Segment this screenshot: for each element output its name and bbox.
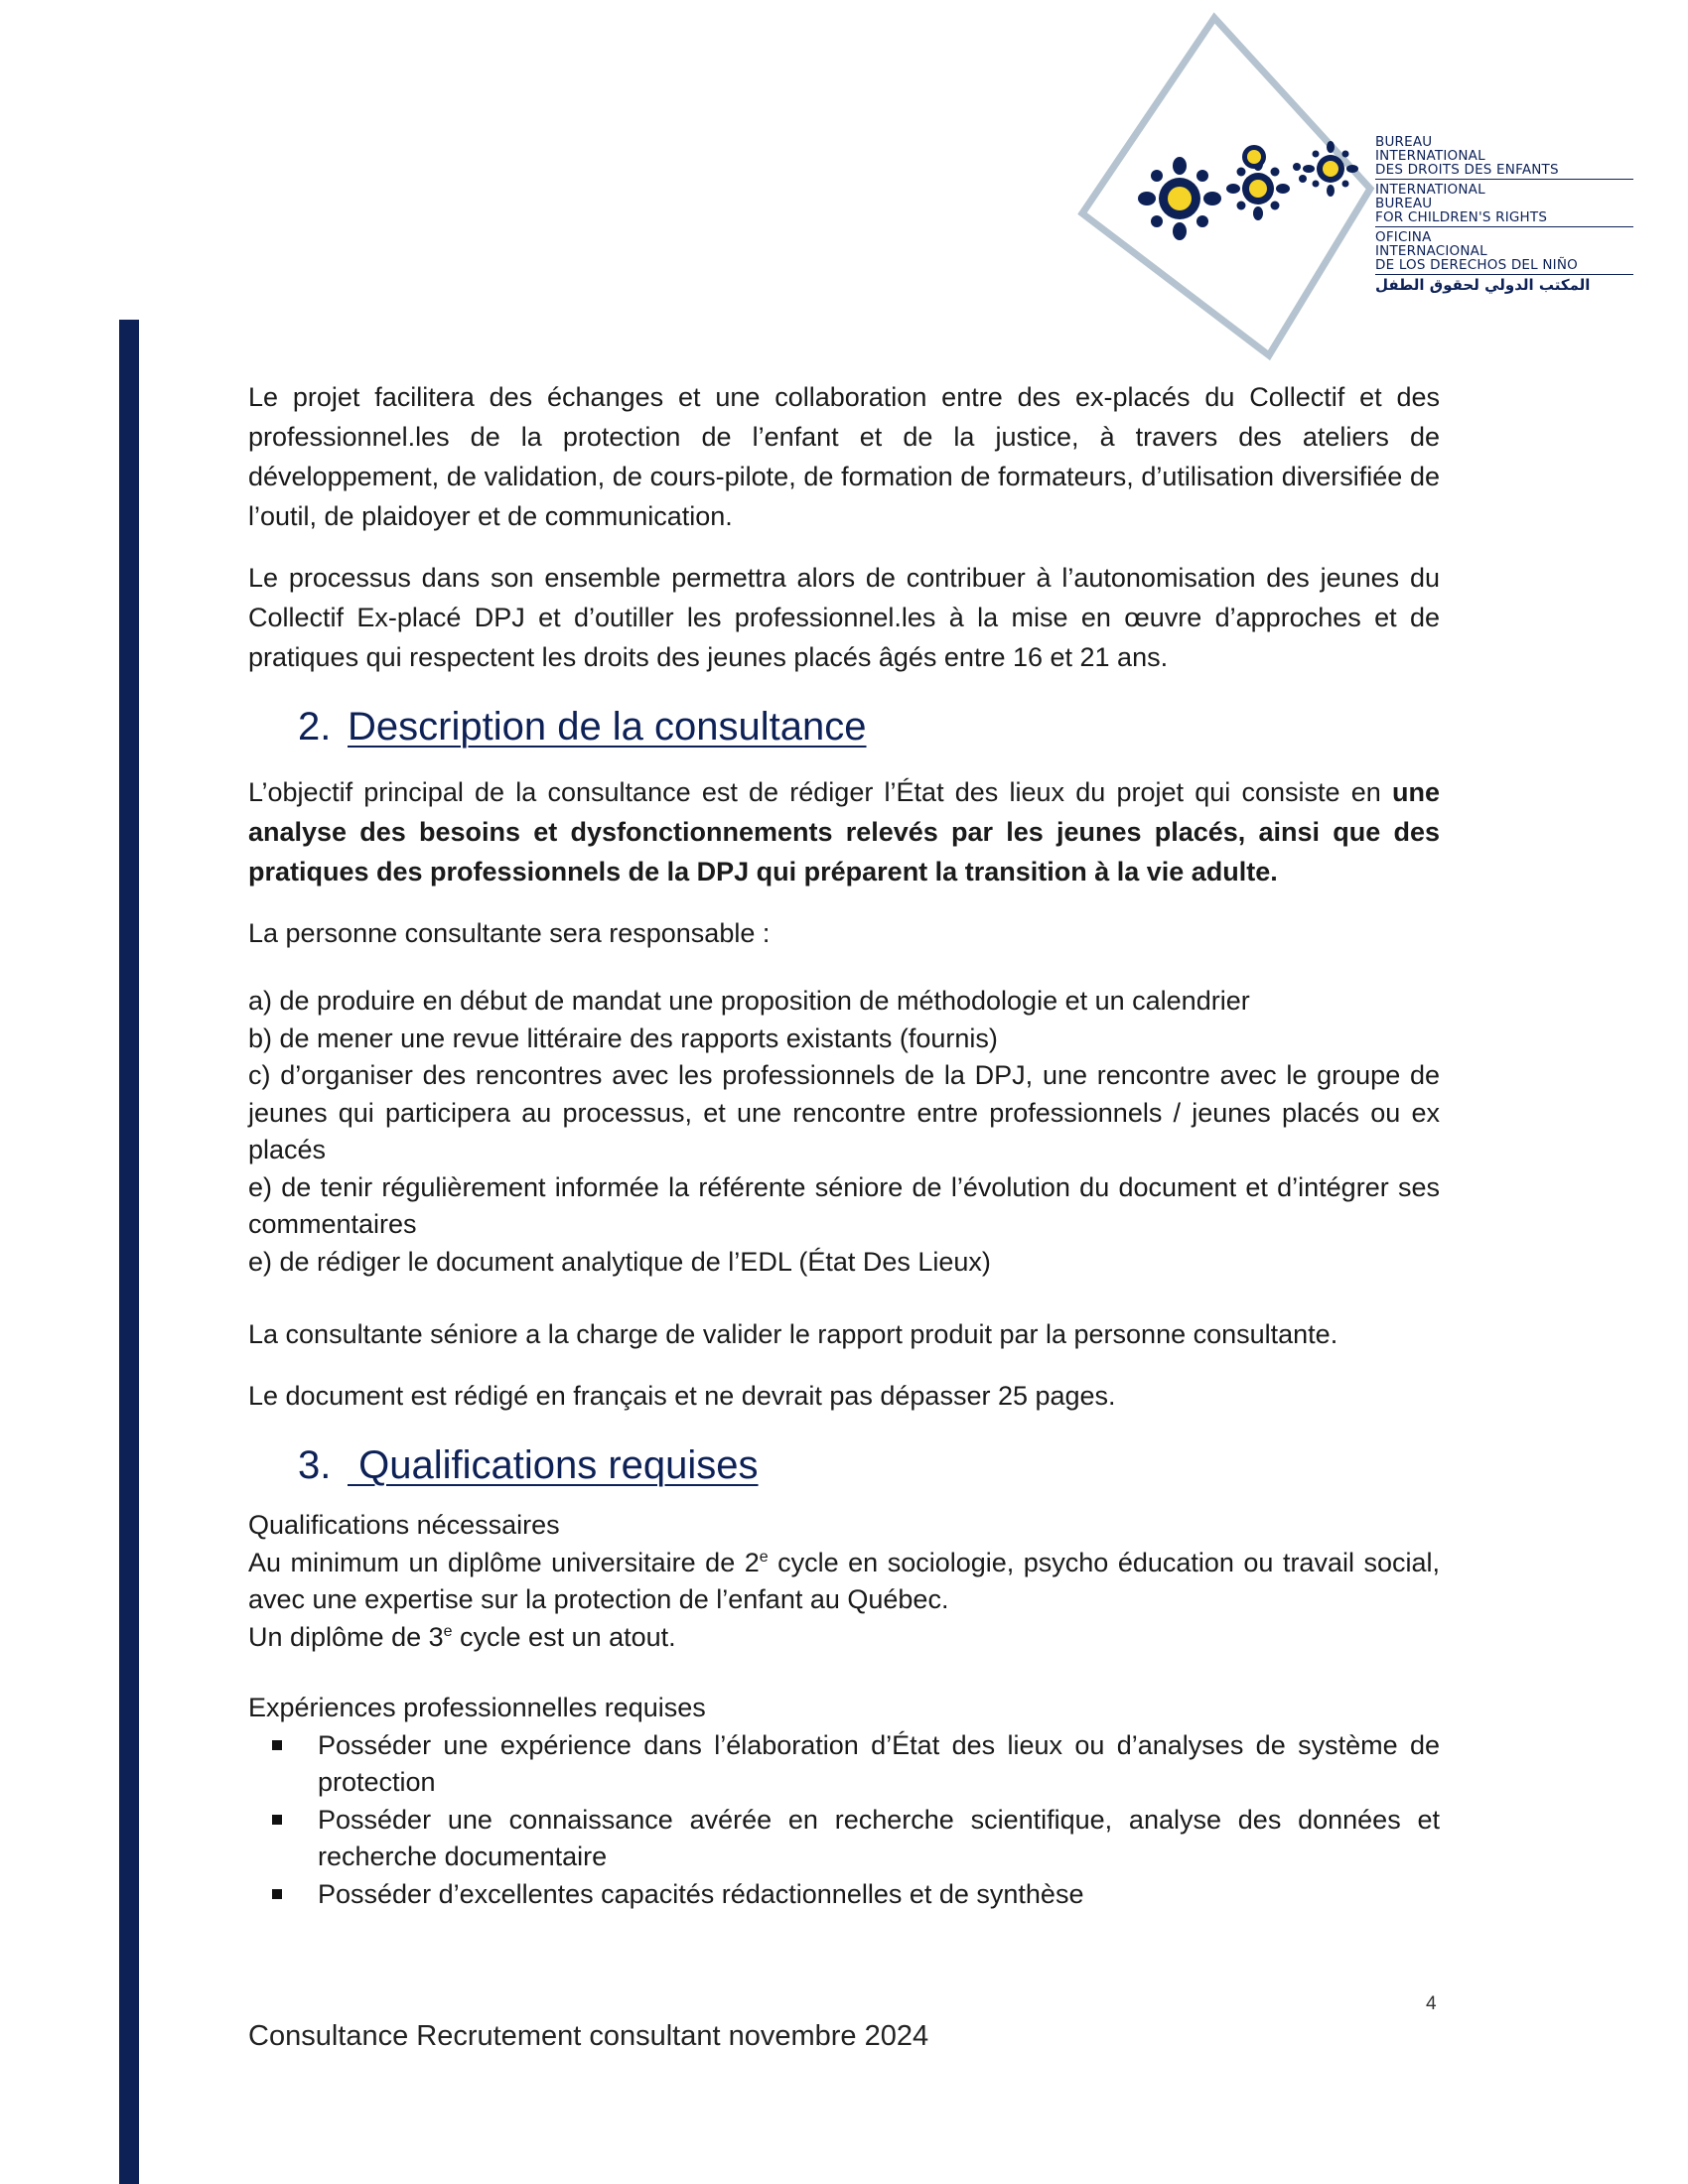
bullet-square-icon: [272, 1889, 282, 1899]
ibcr-logo: [1072, 10, 1628, 367]
validation-paragraph: La consultante séniore a la charge de valider le rapport produit par la personne consultante.: [248, 1319, 1338, 1349]
objective-paragraph: L’objectif principal de la consultance est de rédiger l’État des lieux du projet qui consiste en une analyse des besoins et dysfonctionnements relevés par les jeunes placés, ainsi que des pratiques des professionnels de la DPJ qui préparent la transition à la vie adulte.: [248, 777, 1440, 887]
task-item: e) de tenir régulièrement informée la référente séniore de l’évolution du document et d’intégrer ses commentaires: [248, 1171, 1440, 1239]
task-item: c) d’organiser des rencontres avec les professionnels de la DPJ, une rencontre avec le groupe de jeunes qui participera au processus, et une rencontre entre professionnels / jeunes placés ou ex placés: [248, 1060, 1440, 1164]
large-sun-icon: [1138, 157, 1221, 240]
left-accent-bar: [119, 320, 139, 2184]
bullet-square-icon: [272, 1740, 282, 1750]
page-content: [248, 377, 1440, 1913]
footer-text: Consultance Recrutement consultant novembre 2024: [248, 2020, 929, 2052]
intro-paragraph-2: Le processus dans son ensemble permettra alors de contribuer à l’autonomisation des jeunes du Collectif Ex-placé DPJ et d’outiller les professionnel.les à la mise en œuvre d’approches et de pratiques qui respectent les droits des jeunes placés âgés entre 16 et 21 ans.: [248, 563, 1440, 672]
task-list: [248, 983, 1440, 1281]
section-2-heading: [298, 699, 1440, 754]
experience-title: Expériences professionnelles requises: [248, 1693, 706, 1722]
section-3-number: 3.: [298, 1443, 332, 1487]
qualifications-block: [248, 1507, 1440, 1656]
list-item: Posséder une connaissance avérée en recherche scientifique, analyse des données et recherche documentaire: [248, 1802, 1440, 1876]
task-item: e) de rédiger le document analytique de l’EDL (État Des Lieux): [248, 1246, 991, 1277]
section-3-title: Qualifications requises: [348, 1443, 759, 1487]
length-paragraph: Le document est rédigé en français et ne devrait pas dépasser 25 pages.: [248, 1381, 1116, 1411]
logo-text-ar: المكتب الدولي لحقوق الطفل: [1375, 276, 1591, 294]
page-number: 4: [1426, 1993, 1437, 2014]
right-sun-icon: [1293, 141, 1358, 197]
qualifications-title: Qualifications nécessaires: [248, 1510, 560, 1540]
logo-text-en: INTERNATIONAL BUREAU FOR CHILDREN'S RIGHTS: [1375, 183, 1633, 227]
section-3-heading: [298, 1437, 1440, 1493]
task-item: b) de mener une revue littéraire des rapports existants (fournis): [248, 1023, 998, 1053]
section-2-title: Description de la consultance: [348, 705, 867, 749]
responsible-line: La personne consultante sera responsable :: [248, 918, 771, 948]
logo-emblem: [1072, 10, 1390, 367]
logo-text-fr: BUREAU INTERNATIONAL DES DROITS DES ENFANTS: [1375, 135, 1633, 180]
section-2-number: 2.: [298, 705, 332, 749]
bullet-square-icon: [272, 1815, 282, 1825]
list-item: Posséder d’excellentes capacités rédactionnelles et de synthèse: [248, 1876, 1440, 1914]
experience-list: [248, 1727, 1440, 1914]
list-item: Posséder une expérience dans l’élaboration d’État des lieux ou d’analyses de système de protection: [248, 1727, 1440, 1802]
intro-paragraph-1: Le projet facilitera des échanges et une collaboration entre des ex-placés du Collectif et des professionnel.les de la protection de l’enfant et de la justice, à travers des ateliers de développement, de validation, de cours-pilote, de formation de formateurs, d’utilisation diversifiée de l’outil, de plaidoyer et de communication.: [248, 382, 1440, 531]
logo-text-es: OFICINA INTERNACIONAL DE LOS DERECHOS DEL NIÑO: [1375, 230, 1633, 275]
small-sun-icon: [1242, 145, 1266, 169]
objective-bold: une analyse des besoins et dysfonctionnements relevés par les jeunes placés, ainsi que des pratiques des professionnels de la DPJ qui préparent la transition à la vie adulte.: [248, 777, 1440, 887]
qualifications-line-2: Un diplôme de 3e cycle est un atout.: [248, 1621, 676, 1652]
qualifications-line-1: Au minimum un diplôme universitaire de 2e cycle en sociologie, psycho éducation ou travail social, avec une expertise sur la protection de l’enfant au Québec.: [248, 1547, 1440, 1614]
task-item: a) de produire en début de mandat une proposition de méthodologie et un calendrier: [248, 986, 1250, 1016]
logo-text: [1375, 135, 1633, 297]
